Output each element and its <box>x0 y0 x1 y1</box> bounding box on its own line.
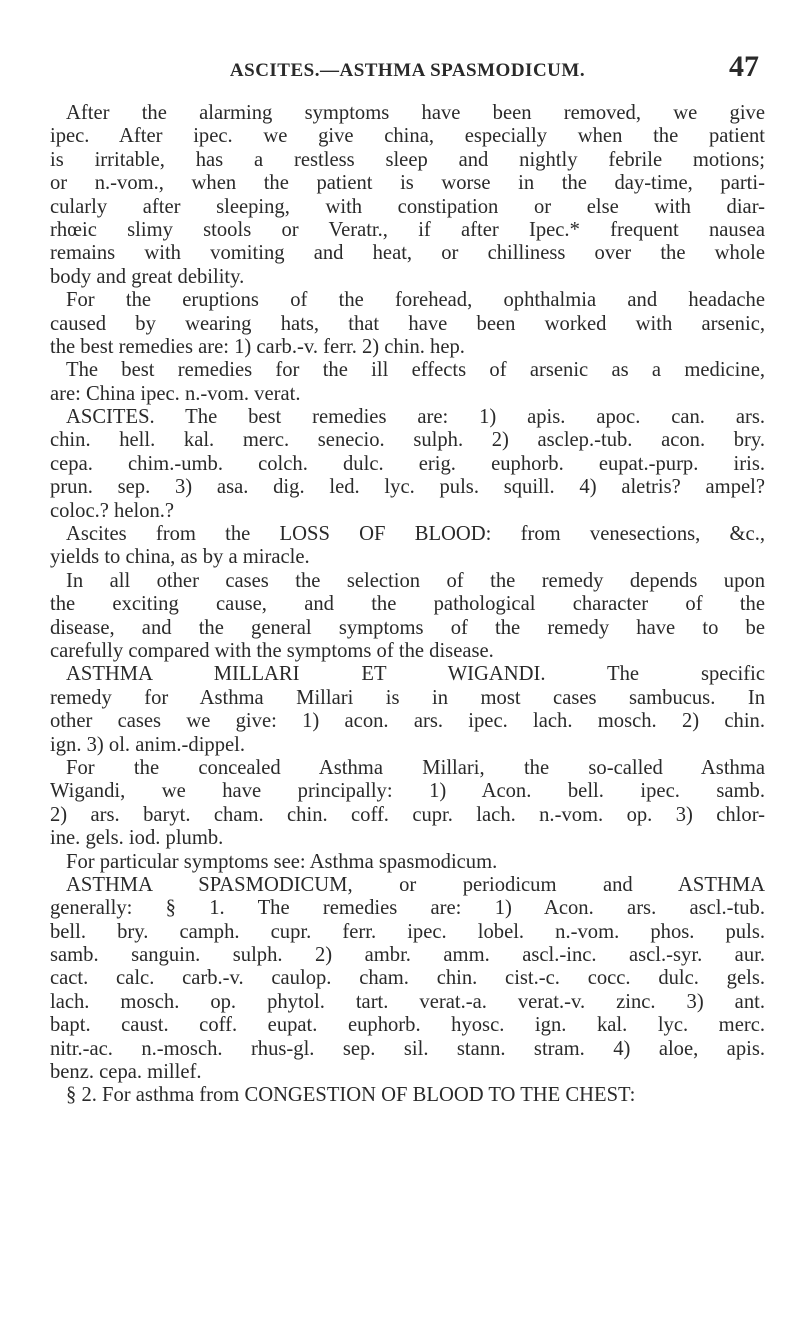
text-line: remains with vomiting and heat, or chilliness over the whole <box>50 242 765 265</box>
text-line: For particular symptoms see: Asthma spasmodicum. <box>66 850 498 873</box>
paragraph <box>50 874 765 1085</box>
text-line: Wigandi, we have principally: 1) Acon. bell. ipec. samb. <box>50 780 765 803</box>
text-line: nitr.-ac. n.-mosch. rhus-gl. sep. sil. stann. stram. 4) aloe, apis. <box>50 1037 765 1060</box>
text-line: the best remedies are: 1) carb.-v. ferr. 2) chin. hep. <box>50 335 465 358</box>
text-line: ign. 3) ol. anim.-dippel. <box>50 733 246 756</box>
text-line: are: China ipec. n.-vom. verat. <box>50 382 301 405</box>
text-line: generally: § 1. The remedies are: 1) Acon. ars. ascl.-tub. <box>50 897 765 920</box>
text-line: lach. mosch. op. phytol. tart. verat.-a. verat.-v. zinc. 3) ant. <box>50 990 765 1013</box>
paragraph <box>50 663 765 757</box>
paragraph <box>50 359 765 406</box>
text-line: ipec. After ipec. we give china, especially when the patient <box>50 125 765 148</box>
text-line: ASTHMA SPASMODICUM, or periodicum and ASTHMA <box>66 873 765 896</box>
text-line: cepa. chim.-umb. colch. dulc. erig. euphorb. eupat.-purp. iris. <box>50 452 765 475</box>
text-line: prun. sep. 3) asa. dig. led. lyc. puls. squill. 4) aletris? ampel? <box>50 476 765 499</box>
paragraph <box>50 570 765 664</box>
text-line: cact. calc. carb.-v. caulop. cham. chin. cist.-c. cocc. dulc. gels. <box>50 967 765 990</box>
text-line: bapt. caust. coff. eupat. euphorb. hyosc. ign. kal. lyc. merc. <box>50 1014 765 1037</box>
text-line: For the concealed Asthma Millari, the so-called Asthma <box>66 756 765 779</box>
page-number: 47 <box>729 50 759 83</box>
text-line: 2) ars. baryt. cham. chin. coff. cupr. lach. n.-vom. op. 3) chlor- <box>50 803 765 826</box>
text-line: benz. cepa. millef. <box>50 1061 202 1084</box>
text-line: After the alarming symptoms have been removed, we give <box>66 102 765 124</box>
text-line: body and great debility. <box>50 265 245 288</box>
paragraph <box>50 406 765 523</box>
book-page <box>50 0 765 1108</box>
text-line: For the eruptions of the forehead, ophthalmia and headache <box>66 289 765 312</box>
text-line: Ascites from the LOSS OF BLOOD: from venesections, &c., <box>66 523 765 546</box>
paragraph <box>50 523 765 570</box>
paragraph <box>50 1084 765 1107</box>
text-line: carefully compared with the symptoms of the disease. <box>50 639 494 662</box>
text-line: other cases we give: 1) acon. ars. ipec. lach. mosch. 2) chin. <box>50 710 765 733</box>
text-line: coloc.? helon.? <box>50 499 175 522</box>
text-line: or n.-vom., when the patient is worse in the day-time, parti- <box>50 172 765 195</box>
text-line: In all other cases the selection of the remedy depends upon <box>66 569 765 592</box>
text-line: yields to china, as by a miracle. <box>50 546 310 569</box>
text-line: the exciting cause, and the pathological character of the <box>50 593 765 616</box>
text-line: is irritable, has a restless sleep and nightly febrile motions; <box>50 148 765 171</box>
text-line: The best remedies for the ill effects of arsenic as a medicine, <box>66 359 765 382</box>
text-line: ine. gels. iod. plumb. <box>50 827 224 850</box>
text-line: remedy for Asthma Millari is in most cases sambucus. In <box>50 686 765 709</box>
text-line: caused by wearing hats, that have been worked with arsenic, <box>50 312 765 335</box>
paragraph <box>50 102 765 289</box>
text-line: disease, and the general symptoms of the remedy have to be <box>50 616 765 639</box>
text-line: samb. sanguin. sulph. 2) ambr. amm. ascl.-inc. ascl.-syr. aur. <box>50 944 765 967</box>
text-line: ASCITES. The best remedies are: 1) apis. apoc. can. ars. <box>66 406 765 429</box>
text-line: ASTHMA MILLARI ET WIGANDI. The specific <box>66 663 765 686</box>
running-head: ASCITES.—ASTHMA SPASMODICUM. <box>229 60 586 81</box>
text-line: rhœic slimy stools or Veratr., if after Ipec.* frequent nausea <box>50 218 765 241</box>
text-line: bell. bry. camph. cupr. ferr. ipec. lobel. n.-vom. phos. puls. <box>50 920 765 943</box>
paragraph <box>50 851 765 874</box>
paragraph <box>50 757 765 851</box>
text-line: chin. hell. kal. merc. senecio. sulph. 2) asclep.-tub. acon. bry. <box>50 429 765 452</box>
page-header <box>50 0 765 102</box>
paragraph <box>50 289 765 359</box>
text-line: cularly after sleeping, with constipation or else with diar- <box>50 195 765 218</box>
body-text <box>50 102 765 1108</box>
text-line: § 2. For asthma from CONGESTION OF BLOOD TO THE CHEST: <box>66 1084 636 1107</box>
